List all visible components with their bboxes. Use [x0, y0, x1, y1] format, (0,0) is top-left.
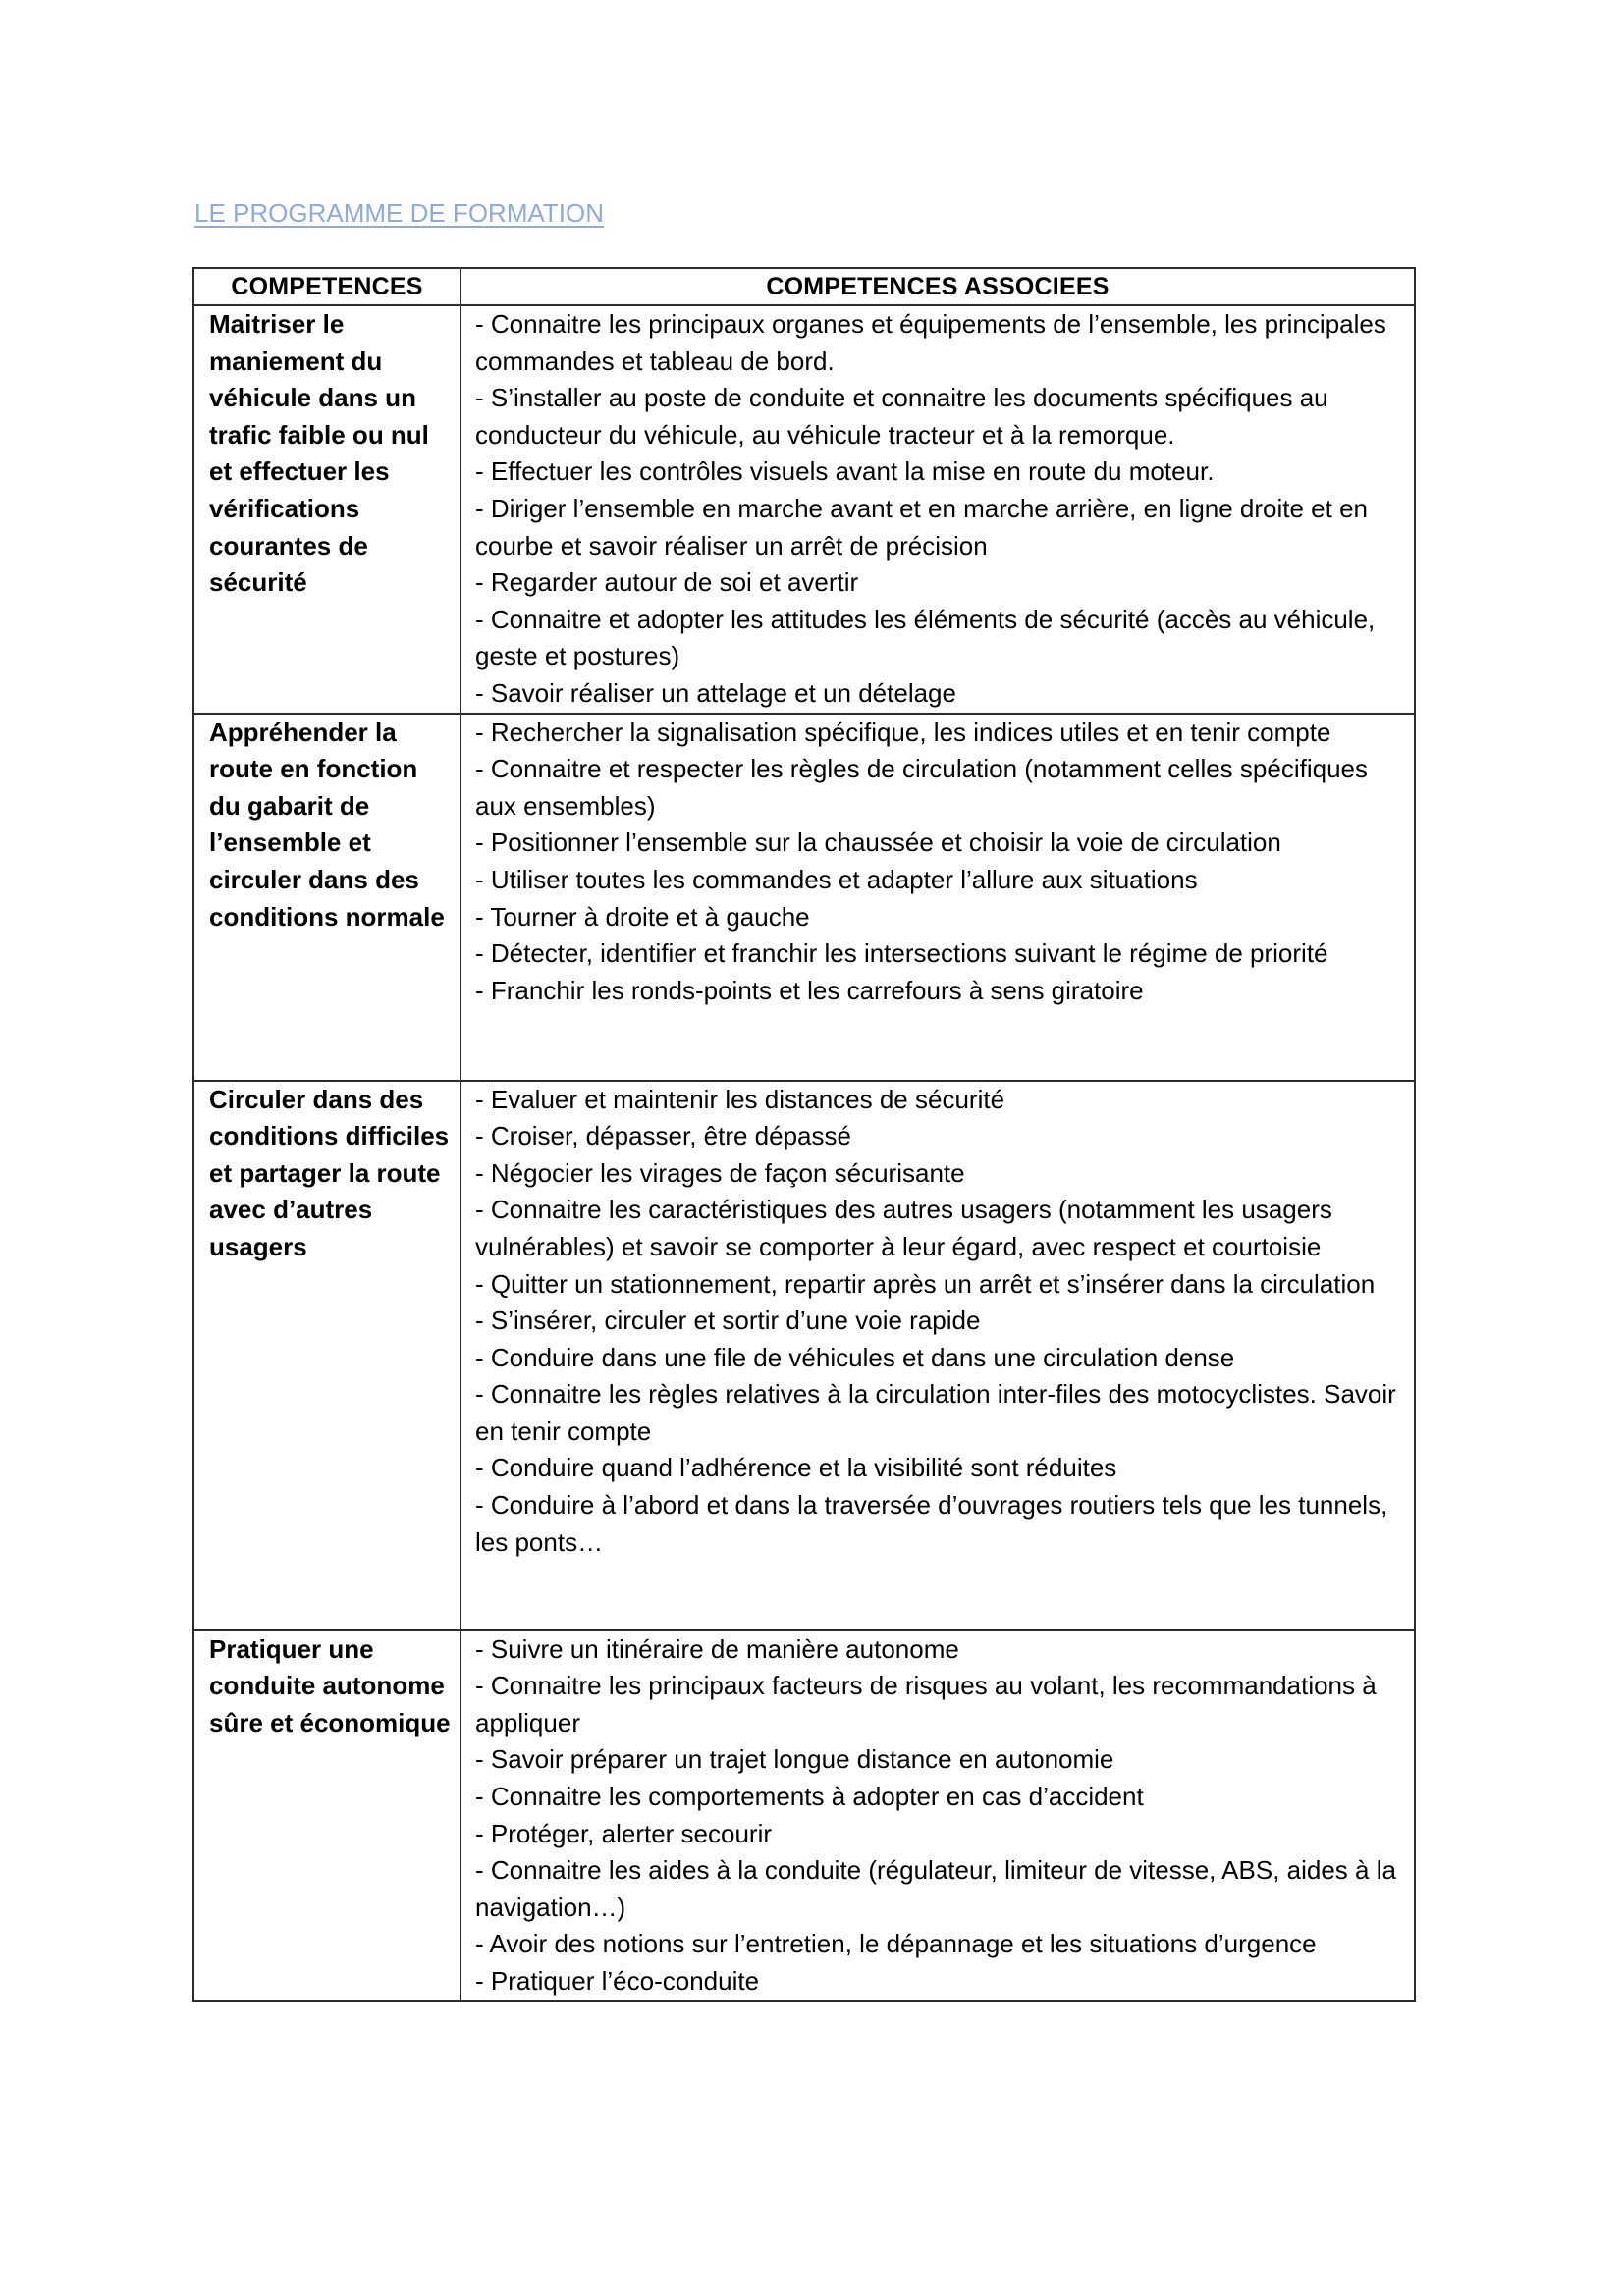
list-item: - Négocier les virages de façon sécurisante — [475, 1157, 965, 1188]
list-item: - Conduire quand l’adhérence et la visibilité sont réduites — [475, 1453, 1117, 1483]
list-item: - Diriger l’ensemble en marche avant et en marche arrière, en ligne droite et en courbe et savoir réaliser un arrêt de précision — [475, 493, 1369, 561]
table-row — [193, 714, 1415, 1081]
list-item: - Tourner à droite et à gauche — [475, 901, 810, 932]
list-item: - S’insérer, circuler et sortir d’une voie rapide — [475, 1306, 981, 1336]
list-item: - Conduire dans une file de véhicules et dans une circulation dense — [475, 1342, 1235, 1372]
table-row — [193, 1630, 1415, 2002]
column-header-competences: COMPETENCES — [193, 268, 460, 305]
list-item: - Suivre un itinéraire de manière autonome — [475, 1633, 959, 1664]
list-item: - Connaitre les principaux organes et équipements de l’ensemble, les principales commandes et tableau de bord. — [475, 309, 1386, 376]
table-row — [193, 1081, 1415, 1630]
list-item: - Connaitre les caractéristiques des autres usagers (notamment les usagers vulnérables) et savoir se comporter à leur égard, avec respect et courtoisie — [475, 1195, 1332, 1261]
associated-competences-cell — [460, 1081, 1415, 1630]
associated-competences-list — [461, 715, 1414, 1010]
list-item: - Savoir réaliser un attelage et un dételage — [475, 677, 956, 708]
competence-cell — [193, 1630, 460, 2002]
list-item: - Connaitre les aides à la conduite (régulateur, limiteur de vitesse, ABS, aides à la navigation…) — [475, 1855, 1396, 1922]
associated-competences-cell — [460, 1630, 1415, 2002]
table-row — [193, 305, 1415, 714]
competence-title: Pratiquer une conduite autonome sûre et économique — [209, 1633, 451, 1737]
list-item: - Regarder autour de soi et avertir — [475, 567, 859, 598]
competence-title: Maitriser le maniement du véhicule dans un trafic faible ou nul et effectuer les vérifications courantes de sécurité — [209, 309, 429, 598]
list-item: - Avoir des notions sur l’entretien, le dépannage et les situations d’urgence — [475, 1929, 1317, 1959]
competence-title: Circuler dans des conditions difficiles et partager la route avec d’autres usagers — [209, 1084, 450, 1261]
associated-competences-list — [461, 1082, 1414, 1562]
list-item: - Connaitre les règles relatives à la circulation inter-files des motocyclistes. Savoir en tenir compte — [475, 1379, 1396, 1446]
competence-title: Appréhender la route en fonction du gabarit de l’ensemble et circuler dans des conditions normale — [209, 717, 445, 932]
list-item: - Franchir les ronds-points et les carrefours à sens giratoire — [475, 975, 1144, 1005]
training-program-table — [192, 267, 1416, 2002]
list-item: - Connaitre et respecter les règles de circulation (notamment celles spécifiques aux ensembles) — [475, 754, 1368, 821]
list-item: - Quitter un stationnement, repartir après un arrêt et s’insérer dans la circulation — [475, 1268, 1376, 1299]
list-item: - Evaluer et maintenir les distances de sécurité — [475, 1084, 1005, 1114]
list-item: - Connaitre les principaux facteurs de risques au volant, les recommandations à appliquer — [475, 1671, 1377, 1737]
page-title: LE PROGRAMME DE FORMATION — [194, 198, 604, 228]
list-item: - Effectuer les contrôles visuels avant la mise en route du moteur. — [475, 456, 1215, 487]
associated-competences-list — [461, 1631, 1414, 2001]
list-item: - Positionner l’ensemble sur la chaussée et choisir la voie de circulation — [475, 828, 1281, 858]
list-item: - Utiliser toutes les commandes et adapter l’allure aux situations — [475, 864, 1198, 894]
list-item: - S’installer au poste de conduite et connaitre les documents spécifiques au conducteur du véhicule, au véhicule tracteur et à la remorque. — [475, 383, 1328, 450]
associated-competences-list — [461, 306, 1414, 713]
list-item: - Protéger, alerter secourir — [475, 1818, 773, 1848]
associated-competences-cell — [460, 714, 1415, 1081]
list-item: - Rechercher la signalisation spécifique, les indices utiles et en tenir compte — [475, 717, 1331, 747]
list-item: - Conduire à l’abord et dans la traversée d’ouvrages routiers tels que les tunnels, les ponts… — [475, 1490, 1388, 1557]
list-item: - Détecter, identifier et franchir les intersections suivant le régime de priorité — [475, 938, 1328, 969]
list-item: - Savoir préparer un trajet longue distance en autonomie — [475, 1744, 1114, 1775]
competence-cell — [193, 1081, 460, 1630]
list-item: - Connaitre et adopter les attitudes les éléments de sécurité (accès au véhicule, geste et postures) — [475, 604, 1376, 671]
list-item: - Croiser, dépasser, être dépassé — [475, 1121, 851, 1151]
competence-cell — [193, 714, 460, 1081]
list-item: - Connaitre les comportements à adopter en cas d’accident — [475, 1781, 1144, 1811]
list-item: - Pratiquer l’éco-conduite — [475, 1965, 760, 1996]
column-header-competences-associees: COMPETENCES ASSOCIEES — [460, 268, 1415, 305]
table-header-row — [193, 268, 1415, 305]
associated-competences-cell — [460, 305, 1415, 714]
competence-cell — [193, 305, 460, 714]
